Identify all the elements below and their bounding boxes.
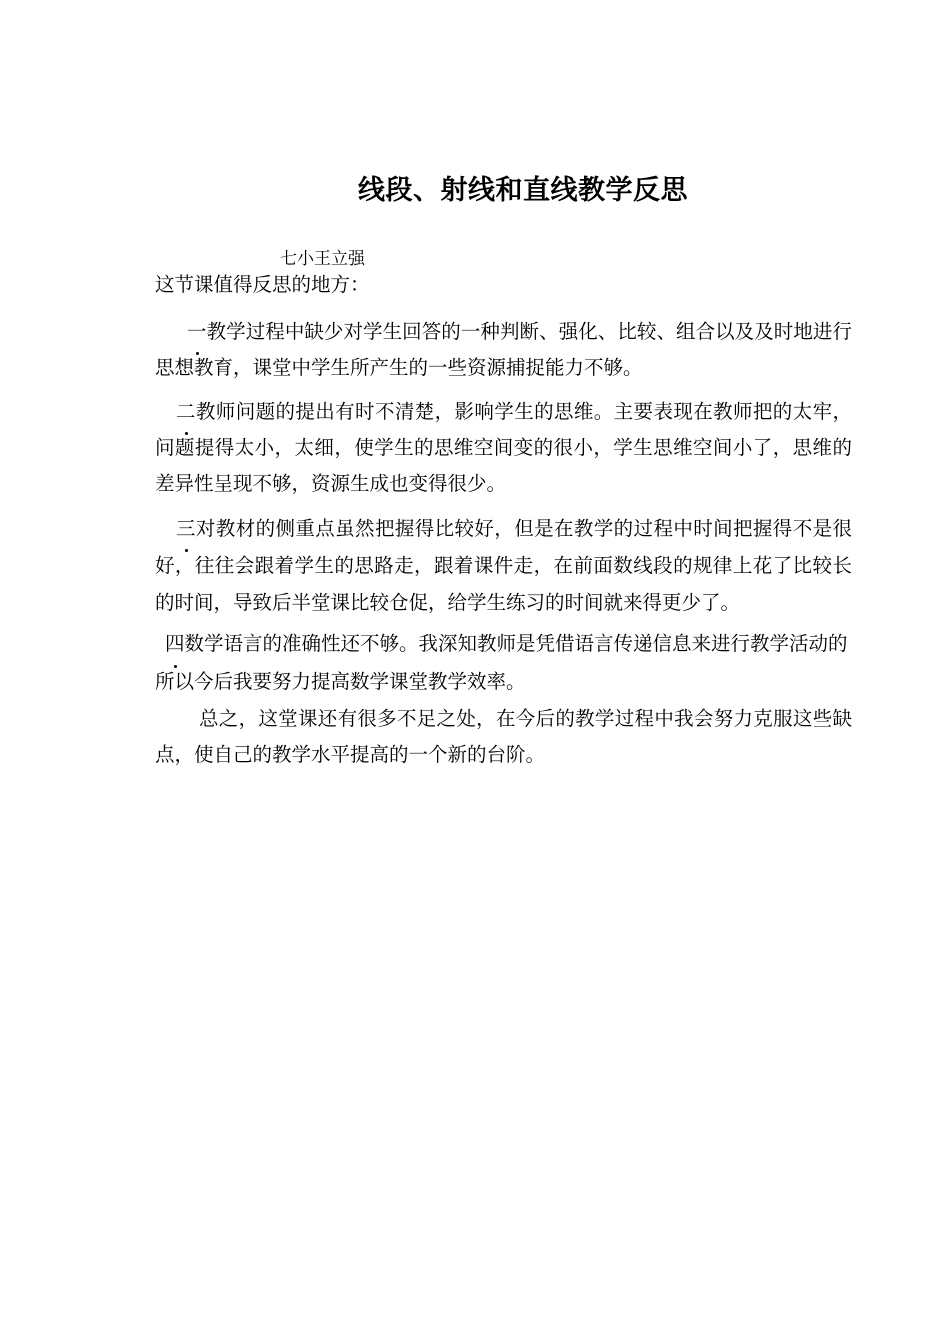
- item-text: 教师问题的提出有时不清楚，影响学生的思维。主要表现在教师把的太牢，问题提得太小，太细，使学生的思维空间变的很小，学生思维空间小了，思维的差异性呈现不够，资源生成也变得很少。: [155, 400, 852, 495]
- reflection-item-3: [155, 510, 852, 621]
- reflection-item-4: [155, 625, 852, 663]
- document-author: 七小王立强: [280, 249, 365, 269]
- intro-paragraph: 这节课值得反思的地方：: [155, 273, 370, 296]
- item-marker: 一: [187, 314, 207, 350]
- item-marker: 三: [176, 510, 196, 547]
- item-text: 数学语言的准确性还不够。我深知教师是凭借语言传递信息来进行教学活动的: [184, 632, 848, 655]
- item-text: 对教材的侧重点虽然把握得比较好，但是在教学的过程中时间把握得不是很好，往往会跟着学生的思路走，跟着课件走，在前面数线段的规律上花了比较长的时间，导致后半堂课比较仓促，给学生练习的时间就来得更少了。: [155, 517, 852, 614]
- reflection-item-2: [155, 394, 852, 502]
- summary-paragraph: 总之，这堂课还有很多不足之处，在今后的教学过程中我会努力克服这些缺点，使自己的教学水平提高的一个新的台阶。: [155, 707, 852, 766]
- document-title: 线段、射线和直线教学反思: [358, 175, 688, 206]
- item-marker: 二: [176, 394, 196, 430]
- item-marker: 四: [165, 625, 185, 663]
- document-body: [155, 268, 852, 773]
- followup-paragraph: 所以今后我要努力提高数学课堂教学效率。: [155, 670, 526, 693]
- reflection-item-1: [155, 314, 852, 386]
- item-text: 教学过程中缺少对学生回答的一种判断、强化、比较、组合以及及时地进行思想教育，课堂中学生所产生的一些资源捕捉能力不够。: [155, 320, 852, 379]
